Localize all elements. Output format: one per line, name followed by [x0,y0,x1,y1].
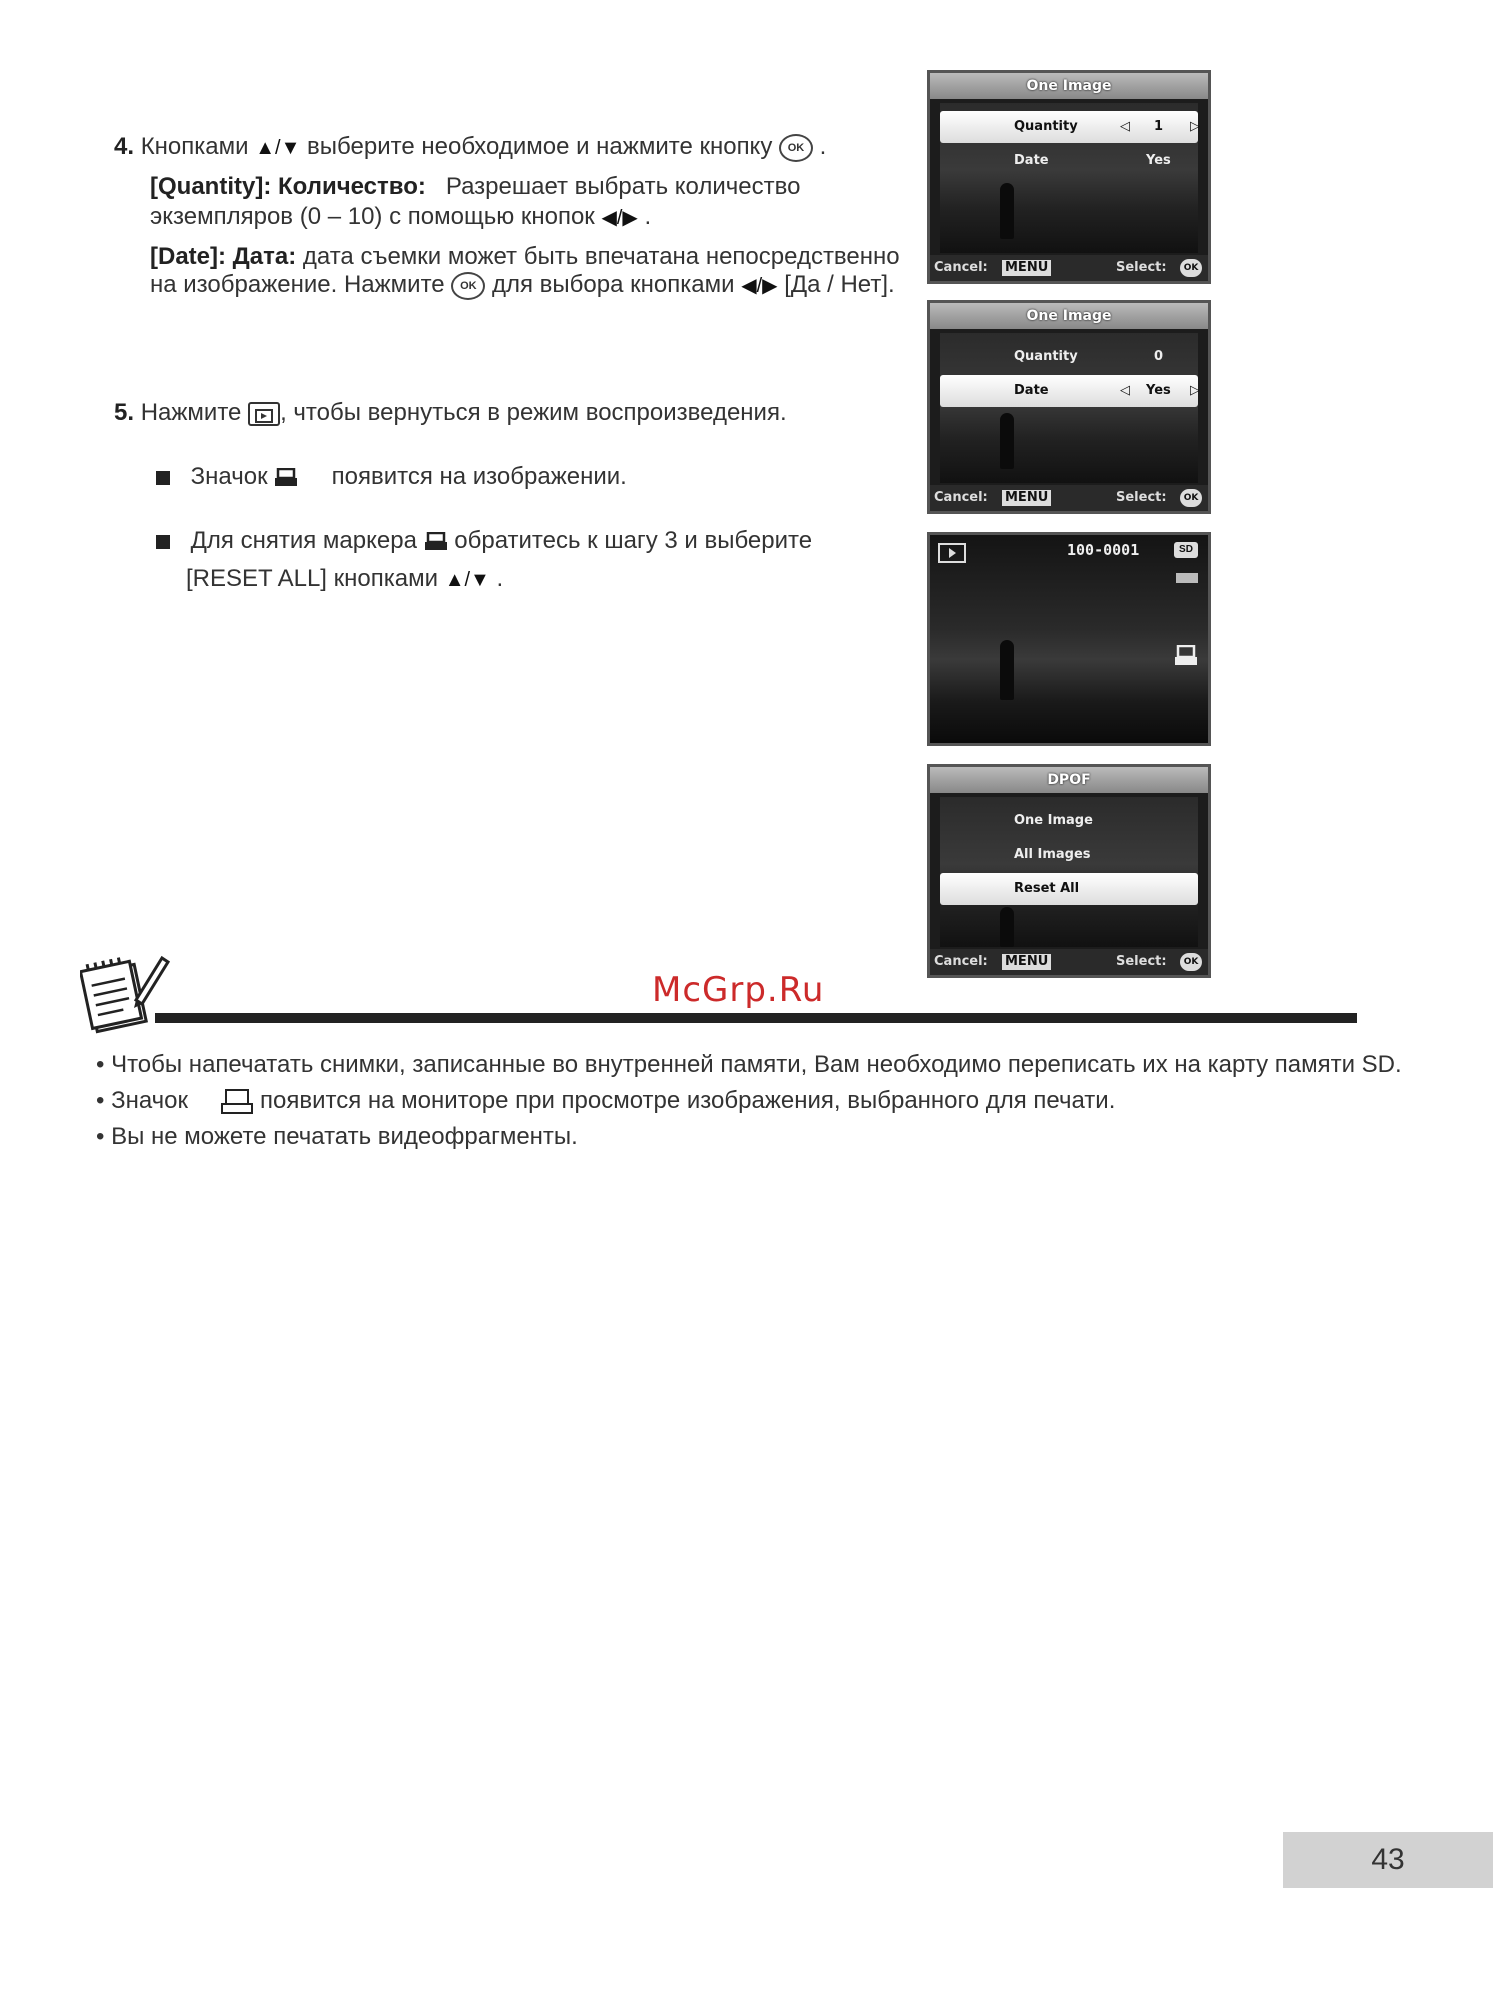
bullet-dot: • [96,1123,105,1150]
camera-screen-playback [927,532,1211,746]
select-label: Select: [1116,490,1167,505]
camera-screen-dpof [927,764,1211,978]
note-item-2 [96,1086,1115,1116]
tree-silhouette [1000,640,1014,700]
row-value: Yes [1146,153,1171,168]
row-label: Quantity [1014,119,1078,134]
ok-button-icon: OK [451,272,485,300]
dpof-item-reset-all [940,873,1198,905]
date-desc-3: для выбора кнопками [492,271,735,298]
cancel-label: Cancel: [934,490,988,505]
right-arrow-icon: ▷ [1190,119,1200,134]
note-rule [155,1013,1357,1023]
dpof-item-all-images [940,839,1198,871]
dpof-item-one-image [940,805,1198,837]
screen-footer [930,485,1208,511]
date-line2 [150,270,895,301]
date-desc-2: на изображение. Нажмите [150,271,445,298]
step5-bullet2-line2 [186,564,503,595]
row-label: Date [1014,153,1049,168]
up-down-arrows-icon: ▲/▼ [255,136,301,159]
step5-number: 5. [114,399,135,426]
bullet-dot: • [96,1087,105,1114]
step4-text: Кнопками [140,133,249,160]
ok-key: OK [1180,259,1202,277]
select-label: Select: [1116,260,1167,275]
up-down-arrows-icon: ▲/▼ [444,568,490,591]
camera-screen-quantity [927,70,1211,284]
bullet2-end: . [496,565,504,592]
bullet2-text-2: обратитесь к шагу 3 и выберите [454,527,813,554]
date-line1 [150,242,900,272]
date-key: [Date]: Дата: [150,243,297,270]
step5-text: Нажмите [140,399,242,426]
print-marker-icon [221,1089,253,1115]
screen-title: DPOF [930,767,1208,793]
square-bullet-icon [156,471,170,485]
note-text: Чтобы напечатать снимки, записанные во внутренней памяти, Вам необходимо переписать их на карту памяти SD. [111,1051,1402,1078]
row-label: Quantity [1014,349,1078,364]
step5-text-2: , чтобы вернуться в режим воспроизведения. [280,399,787,426]
menu-row-quantity [940,111,1198,143]
print-marker-icon [424,532,448,552]
bullet1-text-2: появится на изображении. [331,463,627,490]
menu-item-label: Reset All [1014,881,1080,896]
menu-row-date [940,375,1198,407]
print-marker-icon [1174,645,1198,667]
step4-line1 [114,132,826,163]
tree-silhouette [1000,907,1014,947]
square-bullet-icon [156,535,170,549]
ok-key: OK [1180,953,1202,971]
bullet2-text: Для снятия маркера [190,527,417,554]
bullet2-text-3: [RESET ALL] кнопками [186,565,439,592]
menu-item-label: All Images [1014,847,1091,862]
ok-key: OK [1180,489,1202,507]
page-number: 43 [1283,1832,1493,1888]
row-label: Date [1014,383,1049,398]
screen-title: One Image [930,303,1208,329]
screen-footer [930,255,1208,281]
menu-row-quantity [940,341,1198,373]
step5-line [114,398,787,428]
step4-number: 4. [114,133,135,160]
menu-key: MENU [1002,260,1051,276]
row-value: 1 [1154,119,1164,134]
step5-bullet2 [156,526,812,556]
note-item-3 [96,1122,578,1152]
note-text-prefix: Значок [111,1087,188,1114]
camera-screen-date [927,300,1211,514]
bullet-dot: • [96,1051,105,1078]
quantity-desc-2: экземпляров (0 – 10) с помощью кнопок [150,203,595,230]
playback-mode-icon [938,543,966,563]
cancel-label: Cancel: [934,260,988,275]
playback-button-icon [248,402,280,426]
note-text: появится на мониторе при просмотре изображения, выбранного для печати. [260,1087,1116,1114]
left-arrow-icon: ◁ [1120,119,1130,134]
left-right-arrows-icon: ◀/▶ [741,274,778,297]
menu-key: MENU [1002,954,1051,970]
screen-title: One Image [930,73,1208,99]
right-arrow-icon: ▷ [1190,383,1200,398]
note-item-1 [96,1050,1402,1080]
left-arrow-icon: ◁ [1120,383,1130,398]
print-marker-icon [274,468,298,488]
menu-row-date [940,145,1198,177]
cancel-label: Cancel: [934,954,988,969]
sd-card-icon: SD [1174,542,1198,558]
row-value: Yes [1146,383,1171,398]
menu-item-label: One Image [1014,813,1093,828]
left-right-arrows-icon: ◀/▶ [601,206,638,229]
step4-text: выберите необходимое и нажмите кнопку [307,133,773,160]
date-desc: дата съемки может быть впечатана непосредственно [302,243,900,270]
row-value: 0 [1154,349,1164,364]
quantity-key: [Quantity]: Количество: [150,173,426,200]
quantity-line2 [150,202,651,233]
file-number: 100-0001 [1067,541,1140,559]
ok-button-icon: OK [779,134,813,162]
tree-silhouette [1000,183,1014,239]
tree-silhouette [1000,413,1014,469]
quantity-end: . [644,203,652,230]
menu-key: MENU [1002,490,1051,506]
select-label: Select: [1116,954,1167,969]
landscape-photo [930,535,1208,743]
date-desc-4: [Да / Нет]. [784,271,895,298]
note-text: Вы не можете печатать видеофрагменты. [111,1123,578,1150]
quantity-desc: Разрешает выбрать количество [445,173,801,200]
quantity-line1 [150,172,800,202]
battery-icon [1176,573,1198,583]
step4-text: . [819,133,827,160]
screen-footer [930,949,1208,975]
bullet1-text: Значок [190,463,268,490]
watermark: McGrp.Ru [652,970,825,1010]
step5-bullet1 [156,462,627,492]
